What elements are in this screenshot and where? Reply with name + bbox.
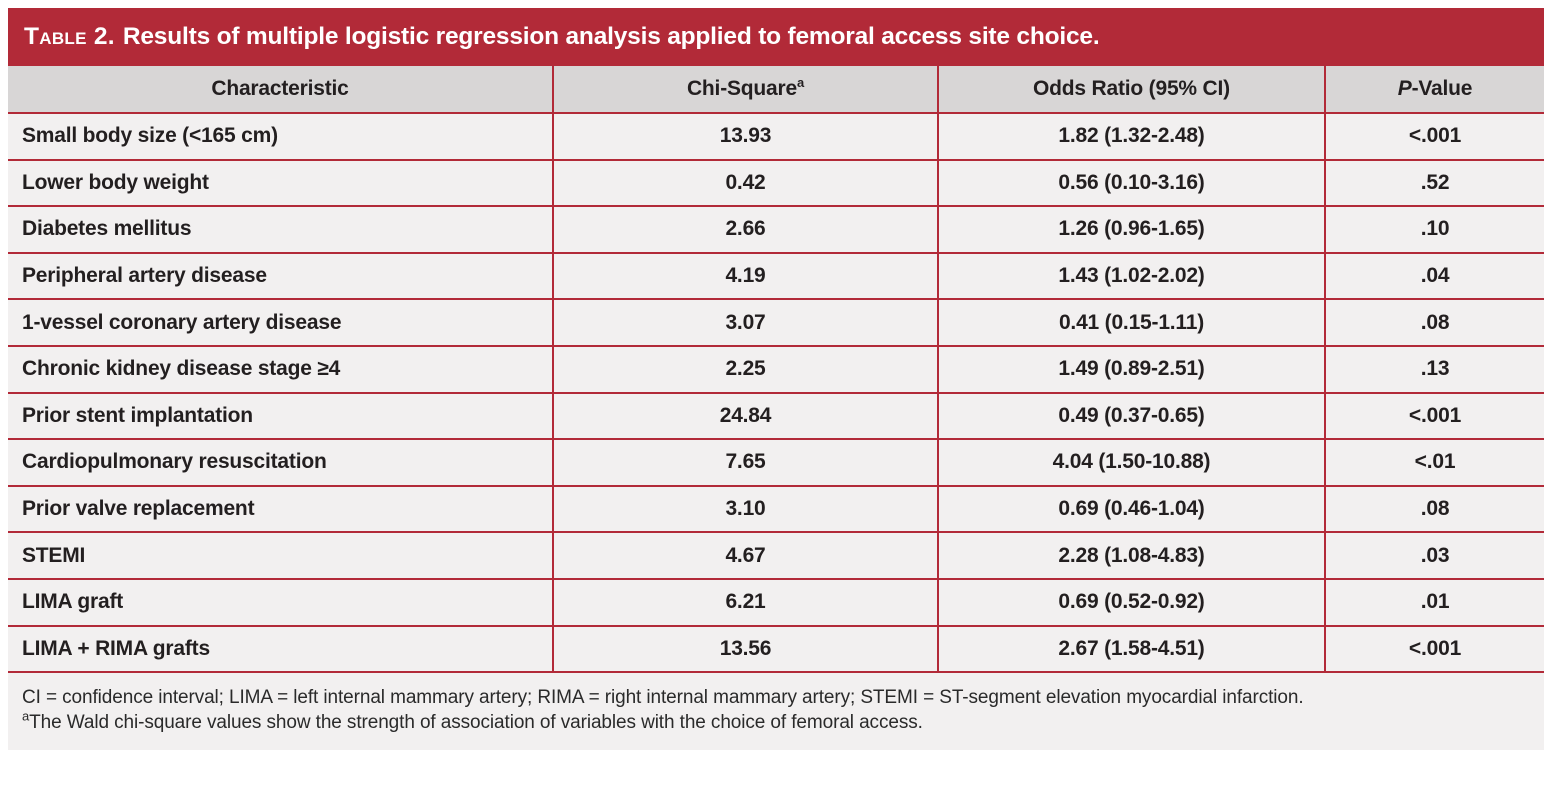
odds-ratio-cell: 0.69 (0.52-0.92) (938, 579, 1325, 626)
odds-ratio-cell: 4.04 (1.50-10.88) (938, 439, 1325, 486)
p-value-cell: <.001 (1325, 393, 1544, 440)
chi-square-cell: 6.21 (553, 579, 938, 626)
p-value-cell: .03 (1325, 532, 1544, 579)
table-row (8, 393, 1544, 440)
odds-ratio-cell: 1.26 (0.96-1.65) (938, 206, 1325, 253)
column-header-chi-square (553, 66, 938, 113)
chi-square-cell: 3.10 (553, 486, 938, 533)
column-header-characteristic-label: Characteristic (211, 77, 349, 100)
characteristic-cell: Diabetes mellitus (8, 206, 553, 253)
odds-ratio-cell: 2.28 (1.08-4.83) (938, 532, 1325, 579)
chi-square-cell: 2.25 (553, 346, 938, 393)
table-row (8, 299, 1544, 346)
chi-square-cell: 24.84 (553, 393, 938, 440)
p-value-italic-p: P (1397, 77, 1412, 100)
table-row (8, 439, 1544, 486)
chi-square-cell: 13.93 (553, 113, 938, 160)
chi-square-cell: 7.65 (553, 439, 938, 486)
characteristic-cell: Peripheral artery disease (8, 253, 553, 300)
chi-square-cell: 4.67 (553, 532, 938, 579)
characteristic-cell: STEMI (8, 532, 553, 579)
table-row (8, 532, 1544, 579)
p-value-cell: <.001 (1325, 113, 1544, 160)
odds-ratio-cell: 0.56 (0.10-3.16) (938, 160, 1325, 207)
table-title-text: Results of multiple logistic regression analysis applied to femoral access site choice. (122, 23, 1100, 50)
characteristic-cell: Lower body weight (8, 160, 553, 207)
characteristic-cell: Cardiopulmonary resuscitation (8, 439, 553, 486)
footnote-marker-a: a (22, 709, 30, 725)
table-row (8, 346, 1544, 393)
table-row (8, 626, 1544, 673)
footnote-abbreviations: CI = confidence interval; LIMA = left internal mammary artery; RIMA = right internal mammary artery; STEMI = ST-segment elevation myocardial infarction. (22, 687, 1304, 709)
odds-ratio-cell: 1.49 (0.89-2.51) (938, 346, 1325, 393)
chi-square-footnote-marker: a (796, 75, 805, 90)
characteristic-cell: LIMA graft (8, 579, 553, 626)
footnote-wald (22, 710, 1530, 735)
odds-ratio-cell: 2.67 (1.58-4.51) (938, 626, 1325, 673)
p-value-cell: .52 (1325, 160, 1544, 207)
table-footnote (8, 673, 1544, 750)
column-header-p-value (1325, 66, 1544, 113)
regression-results-table (8, 66, 1544, 673)
table-row (8, 206, 1544, 253)
p-value-cell: .10 (1325, 206, 1544, 253)
odds-ratio-cell: 1.82 (1.32-2.48) (938, 113, 1325, 160)
characteristic-cell: LIMA + RIMA grafts (8, 626, 553, 673)
column-header-characteristic (8, 66, 553, 113)
chi-square-cell: 4.19 (553, 253, 938, 300)
table-number-label: Table 2. (24, 23, 115, 50)
column-header-odds-ratio (938, 66, 1325, 113)
p-value-cell: .13 (1325, 346, 1544, 393)
characteristic-cell: Prior valve replacement (8, 486, 553, 533)
table-header (8, 66, 1544, 113)
column-header-chi-square-label: Chi-Square (686, 77, 797, 100)
table-body (8, 113, 1544, 672)
column-header-odds-ratio-label: Odds Ratio (95% CI) (1033, 77, 1230, 100)
chi-square-cell: 0.42 (553, 160, 938, 207)
p-value-rest: -Value (1411, 77, 1473, 100)
footnote-wald-text: The Wald chi-square values show the strength of association of variables with the choice of femoral access. (29, 712, 923, 734)
header-row (8, 66, 1544, 113)
table-title-bar (8, 8, 1544, 66)
p-value-cell: <.01 (1325, 439, 1544, 486)
chi-square-cell: 3.07 (553, 299, 938, 346)
table-row (8, 160, 1544, 207)
p-value-cell: .08 (1325, 299, 1544, 346)
characteristic-cell: 1-vessel coronary artery disease (8, 299, 553, 346)
chi-square-cell: 2.66 (553, 206, 938, 253)
p-value-cell: <.001 (1325, 626, 1544, 673)
odds-ratio-cell: 1.43 (1.02-2.02) (938, 253, 1325, 300)
odds-ratio-cell: 0.69 (0.46-1.04) (938, 486, 1325, 533)
characteristic-cell: Chronic kidney disease stage ≥4 (8, 346, 553, 393)
table-row (8, 486, 1544, 533)
table-row (8, 579, 1544, 626)
p-value-cell: .08 (1325, 486, 1544, 533)
p-value-cell: .01 (1325, 579, 1544, 626)
odds-ratio-cell: 0.49 (0.37-0.65) (938, 393, 1325, 440)
odds-ratio-cell: 0.41 (0.15-1.11) (938, 299, 1325, 346)
chi-square-cell: 13.56 (553, 626, 938, 673)
characteristic-cell: Small body size (<165 cm) (8, 113, 553, 160)
table-row (8, 253, 1544, 300)
table-row (8, 113, 1544, 160)
characteristic-cell: Prior stent implantation (8, 393, 553, 440)
p-value-cell: .04 (1325, 253, 1544, 300)
